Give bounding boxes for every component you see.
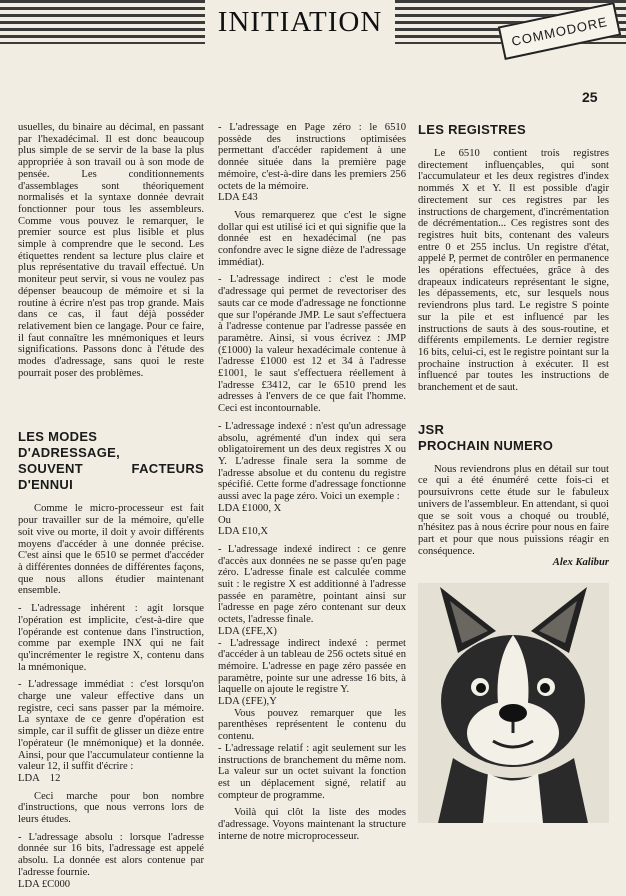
paragraph: - L'adressage indexé indirect : ce genre d'accès aux données ne se passe qu'en page zéro. L'adresse finale est calculée comme suit : le registre X est additionné à l'adresse passée en paramètre, pointant ainsi sur l'adresse en page zéro contenant sur deux octets, l'adresse finale. (218, 543, 406, 626)
brand-label: COMMODORE (498, 2, 621, 60)
heading-line: JSR (418, 421, 445, 437)
code-line: LDA £C000 (18, 878, 71, 890)
paragraph: - L'adressage relatif : agit seulement sur les instructions de branchement du même nom. La valeur sur un octet suivant la fonction est un déplacement signé, relatif au compteur de programme. (218, 742, 406, 801)
paragraph: - L'adressage indirect indexé : permet d'accéder à un tableau de 256 octets situé en mémoire. L'adresse en page zéro passée en paramètre, pointe sur une adresse 16 bits, à laquelle on ajoute le registre Y. (218, 637, 406, 696)
header-stripes-left (0, 0, 205, 44)
heading-line: PROCHAIN NUMERO (418, 437, 554, 453)
paragraph: Nous reviendrons plus en détail sur tout ce qui a été énuméré cette fois-ci et poursuivrons cette étude sur le fabuleux univers de l'assembleur. En attendant, si quoi que se soit vous a choqué ou troublé, n'hésitez pas à nous écrire pour nous en faire part et pour que nous puissions réagir en conséquence. (418, 463, 609, 557)
paragraph: - L'adressage indirect : c'est le mode d'adressage qui permet de revectoriser des sauts car ce mode d'adressage ne fonctionne que sur l'opérande JMP. Le saut s'effectuera à l'adresse contenue par l'adresse passée en paramètre. Ainsi, si vous écrivez : JMP (£1000) la valeur hexadécimale contenue à l'adresse £1000 est 12 et 34 à l'adresse £1001, le saut s'effectuera réellement à l'adresse £3412, car le 6510 prend les adresses à l'envers de ce que fait l'homme. Ceci est incontournable. (218, 274, 406, 415)
section-heading-jsr (418, 422, 609, 454)
code-line: Ou (218, 514, 231, 526)
paragraph: Vous remarquerez que c'est le signe dollar qui est utilisé ici et qui signifie que la donnée est en hexadécimal (ne pas confondre avec le signe dièze de l'adressage immédiat). (218, 209, 406, 268)
code-line: LDA (£FE),Y (218, 696, 277, 708)
code-line: LDA £1000, X (218, 502, 282, 514)
section-heading-modes (18, 429, 204, 493)
paragraph: - L'adressage absolu : lorsque l'adresse donnée sur 16 bits, l'adressage est appelé absolu. La donnée est alors contenue par l'adresse fournie. (18, 831, 204, 878)
paragraph: Ceci marche pour bon nombre d'instructions, que nous verrons lors de leurs études. (18, 790, 204, 826)
code-line: LDA 12 (18, 772, 61, 784)
paragraph: Voilà qui clôt la liste des modes d'adressage. Voyons maintenant la structure interne de notre microprocesseur. (218, 807, 406, 842)
bulldog-icon (418, 583, 609, 823)
paragraph: - L'adressage en Page zéro : le 6510 possède des instructions optimisées permettant d'accéder rapidement à une donnée située dans la première page mémoire, c'est-à-dire dans les premiers 256 octets de la mémoire. (218, 122, 406, 192)
bulldog-illustration (418, 583, 609, 823)
code-line: LDA (£FE,X) (218, 625, 277, 637)
spacer (418, 400, 609, 422)
author-signature: Alex Kalibur (552, 557, 609, 569)
code-line: LDA £10,X (218, 526, 269, 538)
column-2 (218, 122, 406, 848)
code-line: LDA £43 (218, 192, 258, 204)
column-1 (18, 122, 204, 896)
heading-line: LES MODES (18, 429, 98, 445)
paragraph: Comme le micro-processeur est fait pour travailler sur de la mémoire, qu'elle soit vive ou morte, il doit y avoir différents moyens d'accéder à une donnée précise. C'est ainsi que le 6510 se permet d'accéder à différentes données de différentes façons, que nous allons étudier maintenant ensemble. (18, 503, 204, 597)
section-title: INITIATION (217, 6, 383, 38)
heading-line: SOUVENT FACTEURS D'ENNUI (18, 461, 204, 493)
paragraph: - L'adressage inhérent : agit lorsque l'opération est implicite, c'est-à-dire que l'opérande est contenue dans l'instruction, comme par exemple INX qui ne fait qu'incrémenter le registre X, contenu dans la mnémonique. (18, 603, 204, 673)
heading-line: D'ADRESSAGE, (18, 445, 121, 461)
column-3 (418, 122, 609, 575)
spacer (18, 385, 204, 429)
paragraph: - L'adressage indexé : n'est qu'un adressage absolu, agrémenté d'un index qui sera obligatoirement un des deux registres X ou Y. L'adresse finale sera la somme de l'adresse absolue et du contenu du registre spécifié. Cette forme d'adressage fonctionne aussi avec la page zéro. Voici un exemple : (218, 420, 406, 503)
paragraph: Vous pouvez remarquer que les parenthèses représentent le contenu du contenu. (218, 707, 406, 743)
page-number: 25 (582, 89, 598, 105)
section-heading-registres: LES REGISTRES (418, 122, 526, 137)
paragraph: Le 6510 contient trois registres directement influençables, qui sont l'accumulateur et les deux registres d'index nommés X et Y. Il est possible d'agir directement sur ces registres par les instructions de chargement, d'incrémentation de décrémentation... Ces registres sont des registres huit bits, contenant des valeurs entre 0 et 255 inclus. Un registre d'état, appelé P, permet de contrôler en permanence les opérations effectuées, grâce à des drapeaux indicateurs représentant le signe, les dépassements, etc, sur lesquels nous reviendrons plus tard. Le registre S pointe sur la pile et est influencé par les instructions de sauts à des sous-routine, et différents empilements. Le dernier registre 16 bits, celui-ci, est le registre pointant sur la prochaine instruction à exécuter. Il est influencé par toutes les instructions de branchement et de saut. (418, 148, 609, 394)
intro-paragraph: usuelles, du binaire au décimal, en passant par l'hexadécimal. Il est donc beaucoup plus simple de se servir de la base la plus appropriée à son travail ou à son mode de pensée. Les conditionnements d'assemblages sont théoriquement normalisés et la syntaxe donnée devrait fonctionner pour tous les assembleurs. Comme vous pouvez le remarquer, le premier source est plus lisible et plus simple à comprendre que le second. Les étiquettes rendent sa lecture plus claire et plus représentative du travail effectué. Un moniteur peut servir, si vous ne voulez pas dépenser beaucoup de mémoire et si la routine à écrire n'est pas trop grande. Mais dans ce cas, il faut déjà posséder relativement bien ce langage. Pour ce faire, il faut connaître les mnémoniques et leurs significations. Passons donc à l'étude des modes d'adressage, sans quoi le reste pourrait poser des problèmes. (18, 122, 204, 379)
paragraph: - L'adressage immédiat : c'est lorsqu'on charge une valeur effective dans un registre, ceci sans passer par la mémoire. La syntaxe de ce genre d'opération est simple, car il suffit de glisser un dièze entre l'opérateur (le mnémonique) et la donnée. Ainsi, pour que l'accumulateur contienne la valeur 12, il suffit d'écrire : (18, 679, 204, 773)
